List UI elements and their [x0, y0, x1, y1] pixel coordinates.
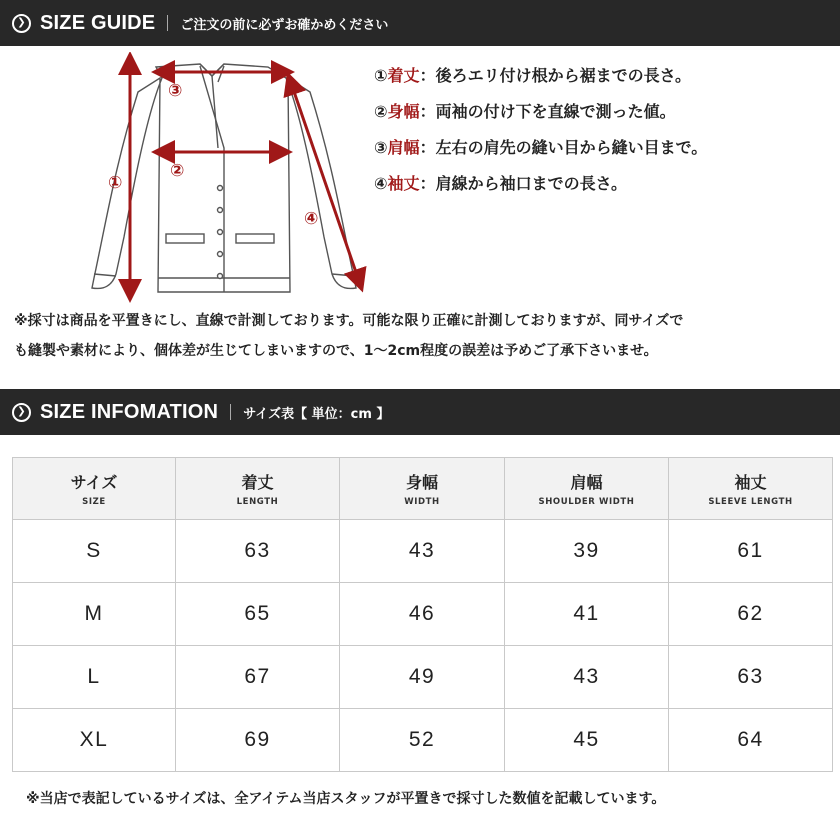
label-sleeve: ④: [304, 209, 319, 229]
definition-shoulder: ③肩幅：左右の肩先の縫い目から縫い目まで。: [374, 138, 708, 157]
cell-length: 65: [176, 583, 340, 646]
table-header-row: [13, 458, 833, 520]
size-guide-header: [0, 0, 840, 46]
table-row: [13, 520, 833, 583]
cell-size: XL: [13, 709, 176, 772]
cardigan-measurement-diagram: [60, 52, 380, 304]
cell-width: 43: [340, 520, 505, 583]
table-row: [13, 646, 833, 709]
label-length: ①: [108, 173, 123, 193]
chevron-right-icon: ❯: [12, 403, 31, 422]
label-shoulder: ③: [168, 81, 183, 101]
measurement-definitions: [374, 62, 707, 206]
size-guide-subtitle: ご注文の前に必ずお確かめください: [180, 17, 389, 33]
note-line-1: ※採寸は商品を平置きにし、直線で計測しております。可能な限り正確に計測しておりますが、同サイズで: [14, 313, 684, 329]
cell-shoulder: 45: [505, 709, 669, 772]
definition-length: ①着丈：後ろエリ付け根から裾までの長さ。: [374, 66, 691, 85]
size-guide-title: SIZE GUIDE: [40, 11, 156, 34]
size-info-subtitle: サイズ表【 単位：cm 】: [243, 406, 390, 422]
divider: [167, 15, 168, 31]
cell-size: S: [13, 520, 176, 583]
cell-shoulder: 39: [505, 520, 669, 583]
cardigan-illustration: [92, 64, 356, 292]
cell-size: L: [13, 646, 176, 709]
cell-width: 52: [340, 709, 505, 772]
size-info-header: [0, 389, 840, 435]
size-info-title: SIZE INFOMATION: [40, 400, 219, 423]
cell-length: 69: [176, 709, 340, 772]
definition-width: ②身幅：両袖の付け下を直線で測った値。: [374, 102, 676, 121]
cell-length: 63: [176, 520, 340, 583]
footnote: ※当店で表記しているサイズは、全アイテム当店スタッフが平置きで採寸した数値を記載しています。: [26, 791, 666, 807]
cell-sleeve: 61: [669, 520, 833, 583]
measurement-note: [14, 306, 834, 366]
cell-sleeve: 64: [669, 709, 833, 772]
definition-sleeve: ④袖丈：肩線から袖口までの長さ。: [374, 174, 627, 193]
cell-width: 49: [340, 646, 505, 709]
table-row: [13, 709, 833, 772]
note-line-2: も縫製や素材により、個体差が生じてしまいますので、1〜2cm程度の誤差は予めご了承下さいませ。: [14, 343, 658, 359]
header-length: 着丈 LENGTH: [176, 458, 340, 520]
header-width: 身幅 WIDTH: [340, 458, 505, 520]
cell-sleeve: 63: [669, 646, 833, 709]
header-sleeve-length: 袖丈 SLEEVE LENGTH: [669, 458, 833, 520]
cell-shoulder: 43: [505, 646, 669, 709]
sleeve-arrow: [290, 80, 360, 284]
divider: [230, 404, 231, 420]
chevron-right-icon: ❯: [12, 14, 31, 33]
cell-size: M: [13, 583, 176, 646]
cell-sleeve: 62: [669, 583, 833, 646]
table-row: [13, 583, 833, 646]
header-size: サイズ SIZE: [13, 458, 176, 520]
cell-shoulder: 41: [505, 583, 669, 646]
cell-length: 67: [176, 646, 340, 709]
label-width: ②: [170, 161, 185, 181]
header-shoulder-width: 肩幅 SHOULDER WIDTH: [505, 458, 669, 520]
cell-width: 46: [340, 583, 505, 646]
size-table: [12, 457, 833, 772]
